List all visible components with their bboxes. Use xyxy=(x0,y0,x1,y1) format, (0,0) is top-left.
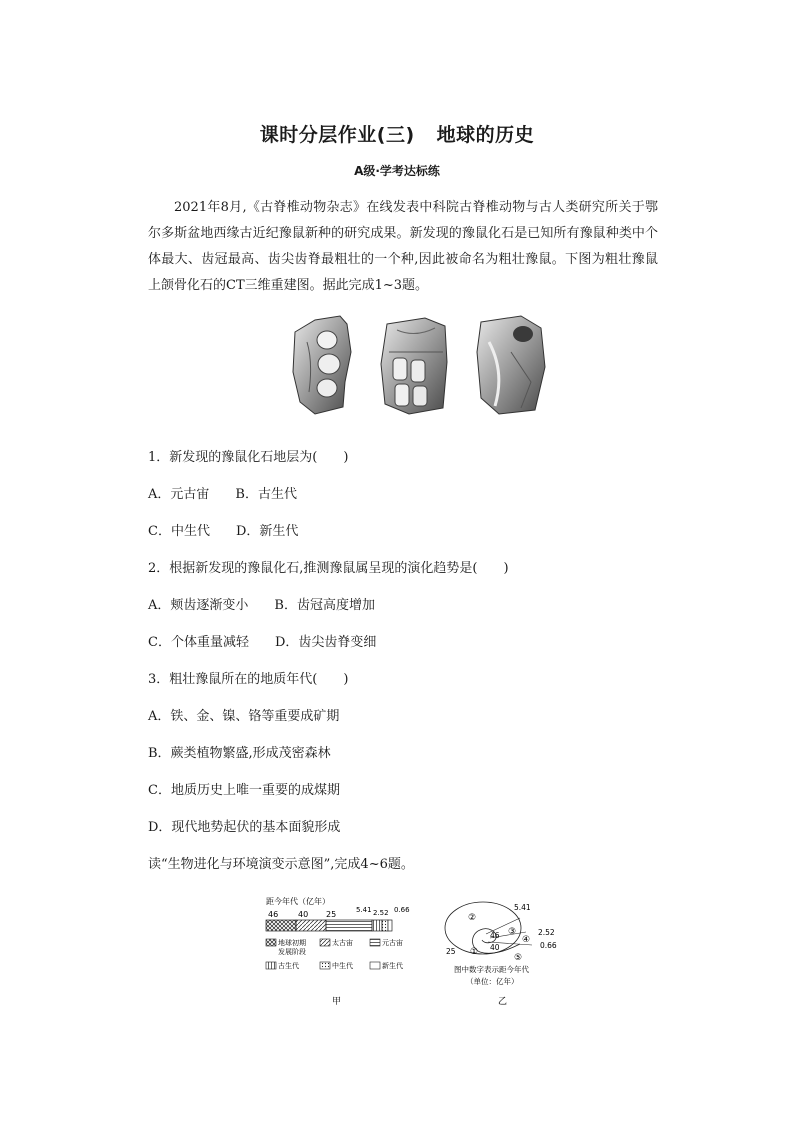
evolution-figures xyxy=(258,896,568,1011)
option-2c[interactable]: C．个体重量减轻 xyxy=(148,635,249,650)
fossil-view-medial xyxy=(477,316,545,414)
yi-label-25: 25 xyxy=(446,947,456,956)
question-2-options-row-1 xyxy=(148,594,375,613)
yi-label-066: 0.66 xyxy=(540,941,557,950)
option-2b[interactable]: B．齿冠高度增加 xyxy=(274,598,375,613)
jia-caption: 甲 xyxy=(332,997,342,1007)
fossil-view-occlusal xyxy=(293,316,351,414)
yi-caption: 乙 xyxy=(498,997,508,1007)
title-topic: 地球的历史 xyxy=(436,124,535,146)
option-1a[interactable]: A．元古宙 xyxy=(148,487,210,502)
yi-label-46: 46 xyxy=(490,931,500,940)
level-heading: A级·学考达标练 xyxy=(354,164,440,178)
option-3a[interactable]: A．铁、金、镍、铬等重要成矿期 xyxy=(148,709,340,724)
yi-label-40: 40 xyxy=(490,943,500,952)
question-1-options-row-1 xyxy=(148,483,297,502)
yi-note-line1: 图中数字表示距今年代 xyxy=(454,965,529,974)
jia-legend-swatch-mesozoic xyxy=(320,962,330,969)
yi-number-4: ④ xyxy=(522,935,531,945)
jia-legend-mesozoic: 中生代 xyxy=(332,962,353,970)
jia-axis-title: 距今年代（亿年） xyxy=(266,897,330,906)
jia-bar-mesozoic xyxy=(382,920,388,931)
yi-number-5: ⑤ xyxy=(514,953,523,963)
jia-legend-swatch-archean xyxy=(320,939,330,946)
option-1d[interactable]: D．新生代 xyxy=(235,524,299,539)
jia-legend-swatch-paleozoic xyxy=(266,962,276,969)
figure-yi xyxy=(445,902,557,1007)
jia-legend-swatch-proterozoic xyxy=(370,939,380,946)
yi-number-1: ① xyxy=(470,947,479,957)
yi-number-3: ③ xyxy=(508,927,517,937)
figure-jia xyxy=(266,896,410,1007)
jia-legend-swatch-cenozoic xyxy=(370,962,380,969)
jia-tick-40: 40 xyxy=(298,910,309,919)
yi-number-2: ② xyxy=(468,913,477,923)
question-2-options-row-2 xyxy=(148,631,376,650)
jia-legend-cenozoic: 新生代 xyxy=(382,962,403,970)
title-main: 课时分层作业(三) xyxy=(259,124,415,146)
intro-paragraph: 2021年8月,《古脊椎动物杂志》在线发表中科院古脊椎动物与古人类研究所关于鄂尔多斯盆地西缘古近纪豫鼠新种的研究成果。新发现的豫鼠化石是已知所有豫鼠种类中个体最大、齿冠最高、齿尖齿脊最粗壮的一个种,因此被命名为粗壮豫鼠。下图为粗壮豫鼠上颌骨化石的CT三维重建图。据此完成1~3题。 xyxy=(148,200,658,293)
yi-label-252: 2.52 xyxy=(538,928,555,937)
jia-bar-cenozoic xyxy=(388,920,392,931)
question-1-stem: 1．新发现的豫鼠化石地层为( ) xyxy=(148,450,349,465)
jia-bar-archean xyxy=(296,920,326,931)
jia-tick-46: 46 xyxy=(268,910,279,919)
option-2a[interactable]: A．颊齿逐渐变小 xyxy=(148,598,249,613)
option-2d[interactable]: D．齿尖齿脊变细 xyxy=(274,635,377,650)
page-title xyxy=(0,120,794,147)
option-1c[interactable]: C．中生代 xyxy=(148,524,210,539)
option-1b[interactable]: B．古生代 xyxy=(235,487,297,502)
jia-bar-earth-early xyxy=(266,920,296,931)
jia-legend-early-1: 地球初期 xyxy=(278,939,306,947)
jia-tick-0.66: 0.66 xyxy=(394,906,410,914)
option-3b[interactable]: B．蕨类植物繁盛,形成茂密森林 xyxy=(148,746,331,761)
yi-label-541: 5.41 xyxy=(514,903,531,912)
question-1-options-row-2 xyxy=(148,520,298,539)
jia-legend-early-2: 发展阶段 xyxy=(278,948,306,956)
jia-legend-paleozoic: 古生代 xyxy=(278,962,299,970)
question-3-stem: 3．粗壮豫鼠所在的地质年代( ) xyxy=(148,672,349,687)
question-2-stem: 2．根据新发现的豫鼠化石,推测豫鼠属呈现的演化趋势是( ) xyxy=(148,561,509,576)
fossil-view-lateral xyxy=(381,318,447,414)
jia-tick-25: 25 xyxy=(326,910,337,919)
jia-legend-archean: 太古宙 xyxy=(332,939,353,947)
option-3c[interactable]: C．地质历史上唯一重要的成煤期 xyxy=(148,783,340,798)
fossil-ct-images xyxy=(285,312,553,417)
jia-tick-5.41: 5.41 xyxy=(356,906,372,914)
option-3d[interactable]: D．现代地势起伏的基本面貌形成 xyxy=(148,820,341,835)
yi-note-line2: （单位：亿年） xyxy=(466,977,519,986)
jia-bar-proterozoic xyxy=(326,920,372,931)
jia-tick-2.52: 2.52 xyxy=(373,909,389,917)
reading-prompt: 读“生物进化与环境演变示意图”,完成4~6题。 xyxy=(148,857,414,872)
jia-bar-paleozoic xyxy=(372,920,382,931)
jia-legend-swatch-early xyxy=(266,939,276,946)
jia-legend-proterozoic: 元古宙 xyxy=(382,939,403,947)
